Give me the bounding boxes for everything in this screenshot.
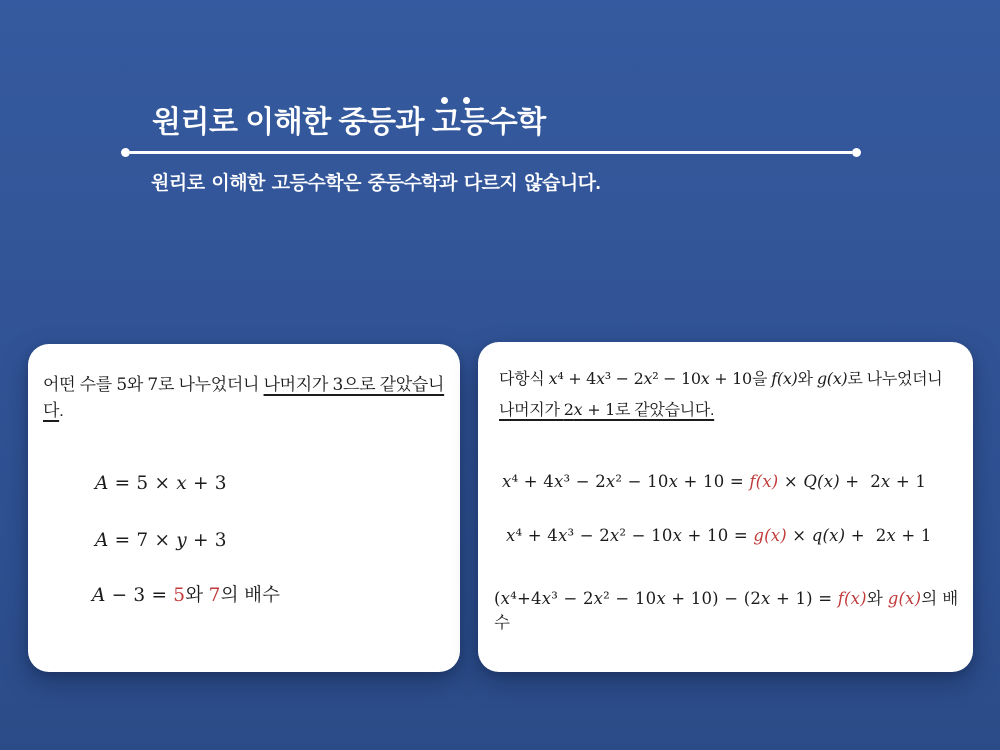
text-segment: x — [557, 526, 568, 545]
right-equation-3 — [494, 585, 973, 633]
text-segment: x — [573, 400, 583, 419]
divider-endpoint-dot-icon — [852, 148, 861, 157]
text-segment: + 10 — [709, 369, 752, 388]
page-title-main: 원리로 이해한 중등과 — [152, 106, 432, 139]
text-segment: f(x) — [771, 369, 798, 388]
text-segment: × — [778, 472, 804, 491]
text-segment: x — [541, 589, 552, 608]
text-segment: x — [548, 369, 558, 388]
page-title-emphasis — [432, 106, 546, 140]
text-segment: 와 — [866, 590, 888, 608]
text-segment: = 5 × — [108, 473, 177, 494]
text-segment: 로 나누었더니 — [847, 371, 943, 388]
text-segment: A — [92, 585, 106, 606]
text-segment: ⁴ + 4 — [511, 472, 554, 491]
text-segment: + 3 — [186, 530, 227, 551]
text-segment: − 3 = — [105, 585, 174, 606]
right-problem-statement — [499, 364, 963, 426]
text-segment: + 1 — [895, 526, 932, 545]
right-problem-line-2 — [499, 395, 963, 426]
text-segment: f(x) — [837, 589, 867, 608]
text-segment: 2 — [563, 400, 574, 419]
right-problem-line-1 — [499, 364, 963, 395]
text-segment: ³ − 2 — [567, 526, 610, 545]
text-segment: 으로 같았습니다 — [43, 375, 445, 420]
text-segment: 5 — [173, 585, 186, 606]
text-segment: Q(x) — [803, 472, 840, 491]
text-segment: x — [668, 472, 679, 491]
text-segment: ² − 10 — [615, 472, 669, 491]
text-segment: g(x) — [816, 369, 848, 388]
divider-endpoint-dot-icon — [121, 148, 130, 157]
text-segment: x — [596, 369, 605, 388]
text-segment: ( — [494, 589, 501, 608]
text-segment: g(x) — [753, 526, 787, 545]
text-segment: = 7 × — [108, 530, 177, 551]
text-segment: 어떤 수를 — [43, 375, 117, 394]
text-segment: x — [506, 526, 516, 545]
text-segment: x — [656, 589, 666, 608]
text-segment: g(x) — [887, 589, 922, 608]
text-segment: 의 배수 — [220, 584, 281, 605]
text-segment: x — [593, 589, 604, 608]
emphasis-dot-icon — [463, 97, 470, 104]
text-segment: ² − 10 — [603, 589, 657, 608]
text-segment: + 1 — [582, 400, 615, 419]
left-problem-statement — [43, 372, 448, 424]
text-segment: ³ − 2 — [551, 589, 594, 608]
text-segment: + 1 — [890, 472, 927, 491]
text-segment: x — [176, 473, 187, 494]
text-segment: x — [643, 369, 653, 388]
right-problem-card — [478, 342, 973, 672]
text-segment: + 10 = — [678, 472, 750, 491]
text-segment: + 2 — [839, 472, 881, 491]
text-segment: A — [95, 530, 109, 551]
text-segment: ⁴ + 4 — [515, 526, 558, 545]
text-segment: 다항식 — [499, 371, 549, 388]
text-segment: x — [886, 526, 896, 545]
text-segment: x — [672, 526, 683, 545]
text-segment: x — [605, 472, 616, 491]
text-segment: 7 — [147, 375, 158, 395]
text-segment: x — [609, 526, 620, 545]
text-segment: 와 — [185, 584, 209, 605]
text-segment: 로 같았습니다. — [614, 402, 715, 419]
text-segment: + 2 — [845, 526, 887, 545]
text-segment: 을 — [751, 371, 772, 388]
text-segment: A — [95, 473, 109, 494]
text-segment: ³ − 2 — [563, 472, 606, 491]
text-segment: ³ − 2 — [604, 369, 644, 388]
text-segment: + 3 — [186, 473, 227, 494]
text-segment: q(x) — [811, 526, 846, 545]
text-segment: x — [761, 589, 771, 608]
text-segment: ² − 10 — [619, 526, 673, 545]
text-segment: x — [502, 472, 512, 491]
text-segment: 3 — [332, 375, 343, 395]
text-segment: 7 — [208, 585, 221, 606]
text-segment: x — [500, 589, 511, 608]
divider-rule — [130, 151, 852, 154]
text-segment: ² − 10 — [652, 369, 701, 388]
text-segment: y — [176, 530, 187, 551]
page-title-emph-text: 고등수학 — [431, 106, 546, 139]
left-problem-card — [28, 344, 460, 672]
text-segment: 의 배수 — [494, 590, 959, 632]
subtitle: 원리로 이해한 고등수학은 중등수학과 다르지 않습니다. — [151, 173, 601, 194]
text-segment: × — [786, 526, 812, 545]
text-segment: x — [553, 472, 564, 491]
left-equation-2 — [95, 529, 227, 551]
text-segment: . — [59, 401, 64, 420]
text-segment: ⁴ + 4 — [557, 369, 597, 388]
text-segment: f(x) — [749, 472, 779, 491]
text-segment: 로 나누었더니 — [157, 375, 264, 394]
text-segment: ⁴+4 — [510, 589, 542, 608]
emphasis-dot-icon — [441, 97, 448, 104]
text-segment: + 1) = — [770, 589, 838, 608]
left-equation-3 — [92, 581, 280, 607]
text-segment: 5 — [116, 375, 127, 395]
text-segment: 와 — [797, 371, 817, 388]
text-segment: 나머지가 — [499, 402, 564, 419]
text-segment: + 10 = — [682, 526, 754, 545]
divider-line — [121, 147, 861, 157]
page-title — [152, 106, 546, 140]
left-equation-1 — [95, 472, 227, 494]
right-equation-2 — [506, 526, 932, 546]
text-segment: + 10) − (2 — [665, 589, 762, 608]
text-segment: 나머지가 — [263, 375, 333, 394]
right-equation-1 — [502, 472, 926, 492]
text-segment: 와 — [126, 375, 148, 394]
text-segment: x — [700, 369, 710, 388]
text-segment: x — [880, 472, 891, 491]
